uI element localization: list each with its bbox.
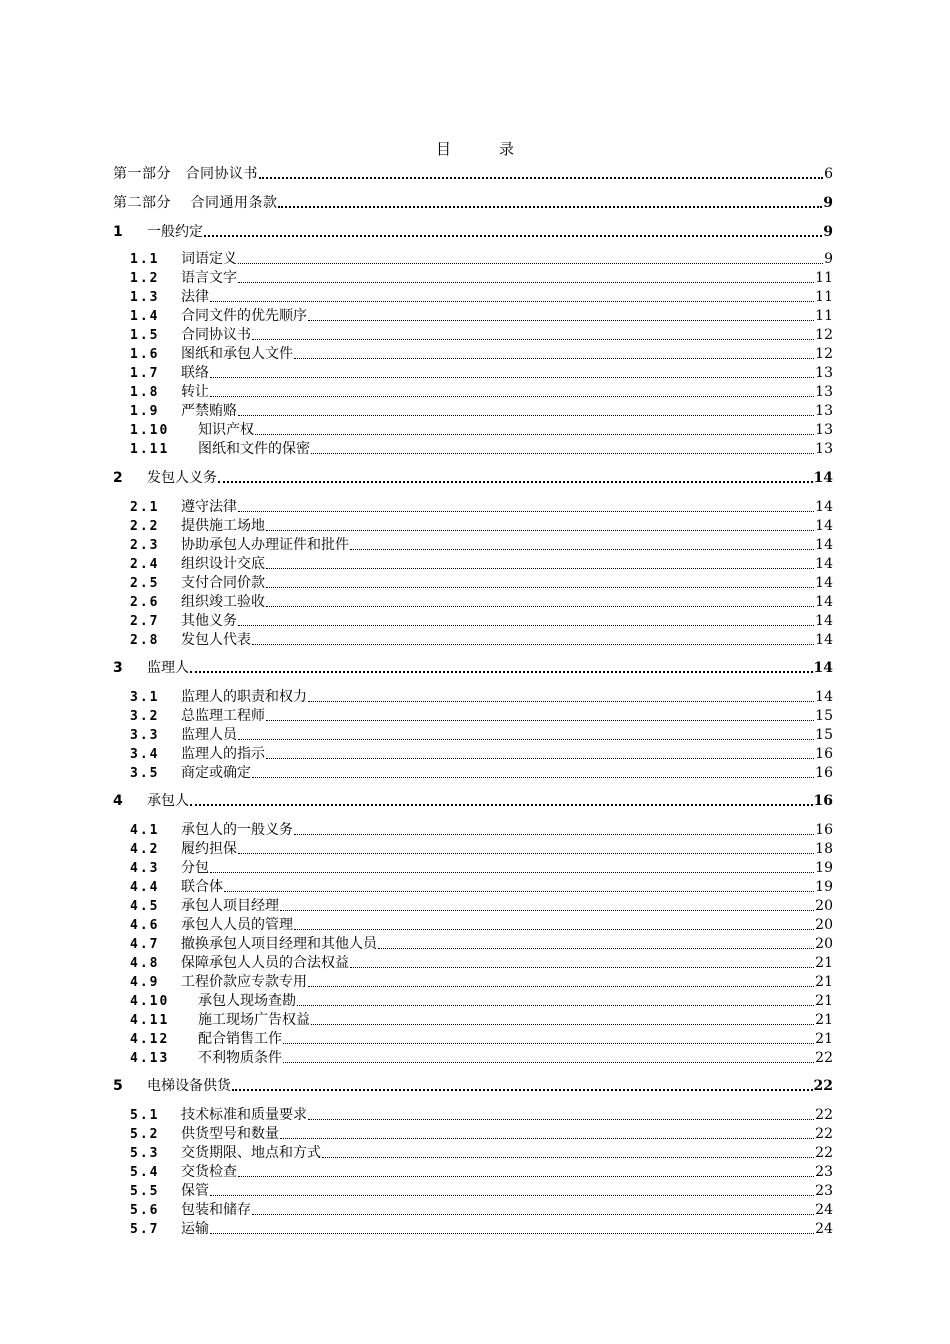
entry-number: 1.1	[130, 252, 160, 267]
entry-page-number: 6	[824, 166, 833, 182]
entry-page-number: 9	[824, 251, 833, 267]
toc-entry-section[interactable]	[130, 821, 833, 840]
entry-title: 发包人代表	[181, 632, 251, 648]
entry-number: 5.7	[130, 1222, 160, 1237]
entry-page-number: 11	[815, 308, 833, 324]
entry-title: 交货期限、地点和方式	[181, 1145, 321, 1161]
entry-title: 撤换承包人项目经理和其他人员	[181, 936, 377, 952]
toc-entry-section[interactable]	[130, 536, 833, 555]
entry-title: 图纸和文件的保密	[198, 441, 310, 457]
dot-leader	[294, 929, 814, 930]
dot-leader	[252, 644, 814, 645]
entry-number: 2.7	[130, 614, 160, 629]
entry-page-number: 15	[815, 708, 833, 724]
dot-leader	[252, 777, 814, 778]
toc-heading-char-1: 目	[435, 140, 451, 158]
entry-title: 配合销售工作	[198, 1031, 282, 1047]
dot-leader	[283, 1043, 814, 1044]
entry-page-number: 16	[813, 793, 833, 809]
entry-title: 交货检查	[181, 1164, 237, 1180]
toc-entry-section[interactable]	[130, 326, 833, 345]
toc-entry-section[interactable]	[130, 612, 833, 631]
entry-number: 2.6	[130, 595, 160, 610]
entry-page-number: 23	[815, 1183, 833, 1199]
entry-title: 监理人的职责和权力	[181, 689, 307, 705]
entry-number: 1.8	[130, 385, 160, 400]
entry-title: 技术标准和质量要求	[181, 1107, 307, 1123]
entry-number: 3.5	[130, 766, 160, 781]
entry-number: 4.12	[130, 1032, 170, 1047]
toc-entry-section[interactable]	[130, 440, 833, 459]
dot-leader	[224, 891, 814, 892]
entry-title: 支付合同价款	[181, 575, 265, 591]
entry-number: 1.6	[130, 347, 160, 362]
entry-number: 3	[113, 660, 123, 676]
toc-entry-section[interactable]	[130, 498, 833, 517]
entry-title: 电梯设备供货	[147, 1078, 231, 1094]
entry-title: 履约担保	[181, 841, 237, 857]
dot-leader	[266, 568, 814, 569]
entry-page-number: 13	[815, 403, 833, 419]
entry-title: 联合体	[181, 879, 223, 895]
dot-leader	[308, 701, 814, 702]
entry-title: 组织设计交底	[181, 556, 265, 572]
entry-page-number: 20	[815, 898, 833, 914]
entry-page-number: 11	[815, 270, 833, 286]
entry-page-number: 12	[815, 327, 833, 343]
entry-number: 4.11	[130, 1013, 170, 1028]
dot-leader	[210, 377, 814, 378]
entry-page-number: 14	[813, 470, 833, 486]
entry-number: 4.6	[130, 918, 160, 933]
entry-title: 严禁贿赂	[181, 403, 237, 419]
dot-leader	[238, 263, 823, 264]
entry-number: 4.13	[130, 1051, 170, 1066]
entry-number: 1.4	[130, 309, 160, 324]
entry-title: 合同协议书	[181, 327, 251, 343]
entry-title: 一般约定	[147, 224, 203, 240]
entry-title: 工程价款应专款专用	[181, 974, 307, 990]
entry-page-number: 14	[815, 556, 833, 572]
entry-page-number: 14	[815, 613, 833, 629]
entry-title: 联络	[181, 365, 209, 381]
entry-page-number: 14	[815, 537, 833, 553]
entry-title: 提供施工场地	[181, 518, 265, 534]
dot-leader	[266, 758, 814, 759]
entry-page-number: 13	[815, 365, 833, 381]
entry-title: 词语定义	[181, 251, 237, 267]
toc-entry-chapter[interactable]	[113, 1077, 833, 1096]
entry-title: 第一部分 合同协议书	[113, 166, 258, 182]
entry-number: 5.6	[130, 1203, 160, 1218]
entry-page-number: 20	[815, 936, 833, 952]
entry-title: 承包人	[147, 793, 189, 809]
entry-title: 保管	[181, 1183, 209, 1199]
entry-page-number: 22	[815, 1126, 833, 1142]
dot-leader	[190, 804, 813, 806]
toc-entry-section[interactable]	[130, 1030, 833, 1049]
toc-entry-chapter[interactable]	[113, 469, 833, 488]
dot-leader	[210, 1195, 814, 1196]
toc-entry-section[interactable]	[130, 745, 833, 764]
entry-number: 5.5	[130, 1184, 160, 1199]
toc-entry-section[interactable]	[130, 1144, 833, 1163]
dot-leader	[238, 511, 814, 512]
toc-entry-section[interactable]	[130, 631, 833, 650]
entry-page-number: 16	[815, 822, 833, 838]
entry-number: 3.4	[130, 747, 160, 762]
toc-entry-section[interactable]	[130, 574, 833, 593]
entry-title: 图纸和承包人文件	[181, 346, 293, 362]
entry-number: 4.5	[130, 899, 160, 914]
entry-page-number: 21	[815, 1012, 833, 1028]
toc-entry-section[interactable]	[130, 250, 833, 269]
entry-number: 4.10	[130, 994, 170, 1009]
entry-number: 1.2	[130, 271, 160, 286]
entry-title: 施工现场广告权益	[198, 1012, 310, 1028]
entry-number: 4.2	[130, 842, 160, 857]
entry-page-number: 24	[815, 1202, 833, 1218]
entry-title: 商定或确定	[181, 765, 251, 781]
dot-leader	[252, 339, 814, 340]
toc-entry-section[interactable]	[130, 726, 833, 745]
entry-title: 其他义务	[181, 613, 237, 629]
entry-title: 合同文件的优先顺序	[181, 308, 307, 324]
dot-leader	[238, 415, 814, 416]
entry-page-number: 12	[815, 346, 833, 362]
entry-number: 2.8	[130, 633, 160, 648]
dot-leader	[283, 1062, 814, 1063]
toc-entry-section[interactable]	[130, 1163, 833, 1182]
toc-entry-section[interactable]	[130, 383, 833, 402]
entry-number: 4.3	[130, 861, 160, 876]
entry-number: 2.2	[130, 519, 160, 534]
entry-page-number: 22	[813, 1078, 833, 1094]
toc-entry-section[interactable]	[130, 555, 833, 574]
dot-leader	[255, 434, 814, 435]
toc-entry-part[interactable]	[113, 194, 833, 213]
dot-leader	[210, 1233, 814, 1234]
toc-heading-char-2: 录	[499, 140, 515, 158]
toc-entry-section[interactable]	[130, 421, 833, 440]
dot-leader	[350, 967, 814, 968]
dot-leader	[210, 872, 814, 873]
toc-entry-section[interactable]	[130, 288, 833, 307]
toc-entry-section[interactable]	[130, 1182, 833, 1201]
entry-title: 包装和储存	[181, 1202, 251, 1218]
toc-entry-section[interactable]	[130, 307, 833, 326]
dot-leader	[238, 625, 814, 626]
entry-page-number: 22	[815, 1050, 833, 1066]
toc-entry-section[interactable]	[130, 364, 833, 383]
entry-number: 4.4	[130, 880, 160, 895]
entry-page-number: 14	[815, 632, 833, 648]
entry-title: 承包人现场查勘	[198, 993, 296, 1009]
toc-entry-section[interactable]	[130, 897, 833, 916]
toc-entry-section[interactable]	[130, 688, 833, 707]
entry-number: 3.1	[130, 690, 160, 705]
entry-page-number: 19	[815, 860, 833, 876]
entry-number: 2.5	[130, 576, 160, 591]
dot-leader	[308, 320, 814, 321]
entry-number: 2.3	[130, 538, 160, 553]
entry-page-number: 14	[815, 499, 833, 515]
dot-leader	[350, 549, 814, 550]
toc-entry-section[interactable]	[130, 859, 833, 878]
entry-title: 总监理工程师	[181, 708, 265, 724]
dot-leader	[266, 530, 814, 531]
entry-number: 5.1	[130, 1108, 160, 1123]
dot-leader	[280, 910, 814, 911]
dot-leader	[190, 671, 813, 673]
entry-title: 协助承包人办理证件和批件	[181, 537, 349, 553]
entry-page-number: 15	[815, 727, 833, 743]
entry-page-number: 16	[815, 746, 833, 762]
toc-entry-section[interactable]	[130, 1049, 833, 1068]
entry-page-number: 21	[815, 1031, 833, 1047]
entry-title: 监理人	[147, 660, 189, 676]
entry-number: 4.8	[130, 956, 160, 971]
entry-page-number: 21	[815, 993, 833, 1009]
toc-heading	[0, 138, 950, 159]
toc-entry-section[interactable]	[130, 1106, 833, 1125]
entry-page-number: 13	[815, 384, 833, 400]
dot-leader	[210, 301, 814, 302]
dot-leader	[378, 948, 814, 949]
entry-number: 1.3	[130, 290, 160, 305]
toc-entry-section[interactable]	[130, 840, 833, 859]
toc-entry-section[interactable]	[130, 973, 833, 992]
toc-entry-section[interactable]	[130, 1220, 833, 1239]
entry-title: 遵守法律	[181, 499, 237, 515]
toc-entry-part[interactable]	[113, 165, 833, 184]
toc-entry-section[interactable]	[130, 1011, 833, 1030]
entry-number: 5	[113, 1078, 123, 1094]
dot-leader	[204, 235, 822, 237]
dot-leader	[232, 1089, 813, 1091]
entry-title: 监理人的指示	[181, 746, 265, 762]
entry-page-number: 11	[815, 289, 833, 305]
entry-number: 2.1	[130, 500, 160, 515]
entry-title: 运输	[181, 1221, 209, 1237]
entry-page-number: 13	[815, 422, 833, 438]
dot-leader	[238, 1176, 814, 1177]
toc-entry-chapter[interactable]	[113, 659, 833, 678]
dot-leader	[210, 396, 814, 397]
dot-leader	[278, 206, 822, 208]
entry-page-number: 14	[815, 575, 833, 591]
toc-entry-section[interactable]	[130, 707, 833, 726]
entry-page-number: 22	[815, 1145, 833, 1161]
entry-number: 1	[113, 224, 123, 240]
entry-number: 3.2	[130, 709, 160, 724]
entry-page-number: 14	[815, 518, 833, 534]
entry-page-number: 24	[815, 1221, 833, 1237]
entry-title: 发包人义务	[147, 470, 217, 486]
dot-leader	[259, 177, 823, 179]
entry-number: 1.5	[130, 328, 160, 343]
entry-title: 承包人的一般义务	[181, 822, 293, 838]
entry-page-number: 23	[815, 1164, 833, 1180]
entry-number: 5.2	[130, 1127, 160, 1142]
entry-number: 4.1	[130, 823, 160, 838]
toc-entry-section[interactable]	[130, 954, 833, 973]
entry-number: 4.9	[130, 975, 160, 990]
toc-entry-section[interactable]	[130, 593, 833, 612]
toc-entry-section[interactable]	[130, 992, 833, 1011]
dot-leader	[311, 453, 814, 454]
dot-leader	[218, 481, 813, 483]
entry-title: 法律	[181, 289, 209, 305]
entry-title: 语言文字	[181, 270, 237, 286]
entry-number: 1.7	[130, 366, 160, 381]
toc-entry-section[interactable]	[130, 1201, 833, 1220]
entry-number: 4.7	[130, 937, 160, 952]
entry-title: 保障承包人人员的合法权益	[181, 955, 349, 971]
entry-title: 承包人人员的管理	[181, 917, 293, 933]
dot-leader	[238, 853, 814, 854]
entry-title: 组织竣工验收	[181, 594, 265, 610]
dot-leader	[297, 1005, 814, 1006]
entry-page-number: 14	[815, 689, 833, 705]
toc-entry-chapter[interactable]	[113, 223, 833, 242]
entry-page-number: 22	[815, 1107, 833, 1123]
entry-title: 转让	[181, 384, 209, 400]
entry-title: 供货型号和数量	[181, 1126, 279, 1142]
dot-leader	[308, 986, 814, 987]
entry-title: 知识产权	[198, 422, 254, 438]
toc-entry-section[interactable]	[130, 1125, 833, 1144]
dot-leader	[252, 1214, 814, 1215]
toc-entry-section[interactable]	[130, 916, 833, 935]
entry-number: 1.9	[130, 404, 160, 419]
toc-entry-section[interactable]	[130, 517, 833, 536]
toc-entry-section[interactable]	[130, 402, 833, 421]
entry-number: 3.3	[130, 728, 160, 743]
entry-title: 承包人项目经理	[181, 898, 279, 914]
entry-title: 不利物质条件	[198, 1050, 282, 1066]
toc-entry-section[interactable]	[130, 935, 833, 954]
entry-number: 1.11	[130, 442, 170, 457]
entry-page-number: 21	[815, 955, 833, 971]
entry-page-number: 13	[815, 441, 833, 457]
entry-number: 5.4	[130, 1165, 160, 1180]
toc-entry-section[interactable]	[130, 878, 833, 897]
toc-entry-section[interactable]	[130, 269, 833, 288]
dot-leader	[280, 1138, 814, 1139]
dot-leader	[311, 1024, 814, 1025]
entry-page-number: 20	[815, 917, 833, 933]
entry-number: 1.10	[130, 423, 170, 438]
entry-page-number: 19	[815, 879, 833, 895]
dot-leader	[322, 1157, 814, 1158]
entry-title: 监理人员	[181, 727, 237, 743]
entry-page-number: 16	[815, 765, 833, 781]
dot-leader	[266, 587, 814, 588]
dot-leader	[294, 358, 814, 359]
entry-number: 2.4	[130, 557, 160, 572]
entry-page-number: 9	[823, 224, 833, 240]
dot-leader	[308, 1119, 814, 1120]
dot-leader	[266, 606, 814, 607]
toc-entry-section[interactable]	[130, 764, 833, 783]
entry-title: 分包	[181, 860, 209, 876]
entry-page-number: 21	[815, 974, 833, 990]
toc-entry-section[interactable]	[130, 345, 833, 364]
entry-page-number: 18	[815, 841, 833, 857]
entry-page-number: 14	[813, 660, 833, 676]
toc-entry-chapter[interactable]	[113, 792, 833, 811]
entry-number: 2	[113, 470, 123, 486]
entry-page-number: 14	[815, 594, 833, 610]
dot-leader	[238, 739, 814, 740]
entry-page-number: 9	[823, 195, 833, 211]
entry-title: 第二部分 合同通用条款	[113, 195, 278, 211]
entry-number: 4	[113, 793, 123, 809]
dot-leader	[294, 834, 814, 835]
entry-number: 5.3	[130, 1146, 160, 1161]
dot-leader	[238, 282, 814, 283]
dot-leader	[266, 720, 814, 721]
